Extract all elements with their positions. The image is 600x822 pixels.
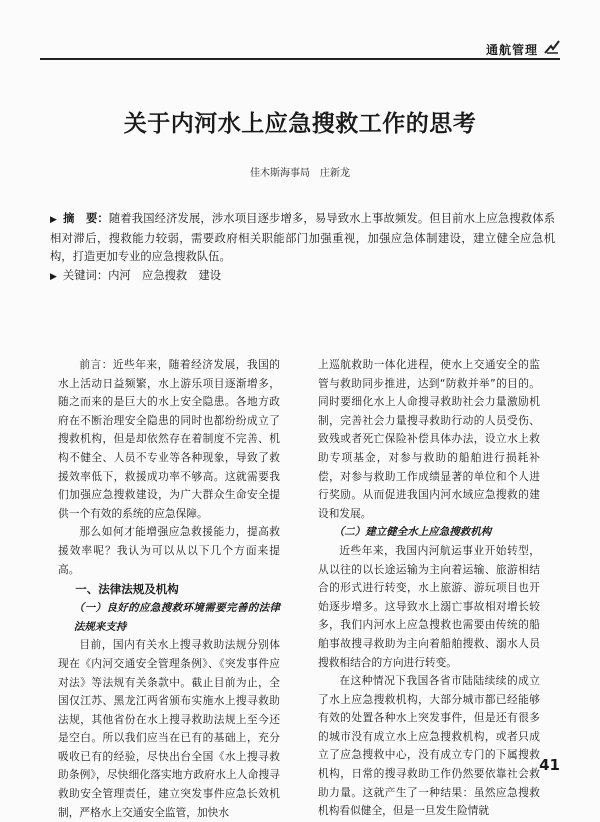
keywords-text: 内河 应急搜救 建设 (108, 268, 222, 282)
paragraph: 在这种情况下我国各省市陆陆续续的成立了水上应急搜救机构，大部分城市都已经能够有效的处置各种水上突发事件，但是还有很多的城市没有成立水上应急搜救机构，或者只成立了应急搜救中心，没有成立专门的下属搜救机构，日常的搜寻救助工作仍然要依靠社会救助力量。这就产生了一种结果：虽然应急搜救机构看似健全，但是一旦发生险情就 (318, 674, 540, 818)
section-label (486, 40, 560, 58)
bird-logo-icon (544, 40, 560, 58)
right-column (318, 356, 540, 821)
subsection-heading: （二）建立健全水上应急搜救机构 (333, 526, 492, 539)
abstract-text: 随着我国经济发展，涉水项目逐步增多，易导致水上事故频发。但目前水上应急搜救体系相对滞后，搜救能力较弱，需要政府相关职能部门加强重视，加强应急体制建设，建立健全应急机构，打造更加专业的应急搜救队伍。 (50, 212, 555, 263)
paragraph: 前言：近些年来，随着经济发展，我国的水上活动日益频繁，水上游乐项目逐渐增多，随之而来的是巨大的水上安全隐患。各地方政府在不断治理安全隐患的同时也都纷纷成立了搜救机构，但是却依然存在着制度不完善、机构不健全、人员不专业等各种现象，导致了救援效率低下，救援成功率不够高。这就需要我们加强应急搜救建设，为广大群众生命安全提供一个有效的系统的应急保障。 (58, 358, 280, 520)
paragraph: 近些年来，我国内河航运事业开始转型，从以往的以长途运输为主向着运输、旅游相结合的形式进行转变，水上旅游、游玩项目也开始逐步增多。这导致水上溺亡事故相对增长较多，我们内河水上应急搜救也需要由传统的船舶事故搜寻救助为主向着船舶搜救、溺水人员搜救相结合的方向进行转变。 (318, 543, 540, 669)
subsection-heading: （一）良好的应急搜救环境需要完善的法律法规来支持 (73, 602, 280, 633)
section-heading: 一、法律法规及机构 (75, 582, 179, 597)
paragraph: 目前，国内有关水上搜寻救助法规分别体现在《内河交通安全管理条例》、《突发事件应对法》等法规有关条款中。截止目前为止，全国仅江苏、黑龙江两省颁布实施水上搜寻救助法规，其他省份在水上搜寻救助法规上至今还是空白。所以我们应当在已有的基础上，充分吸收已有的经验，尽快出台全国《水上搜寻救助条例》，尽快细化落实地方政府水上人命搜寻救助安全管理责任，建立突发事件应急长效机制，严格水上交通安全监管，加快水 (58, 638, 280, 819)
header-rule (40, 58, 560, 60)
abstract-block (50, 210, 555, 286)
paragraph: 上巡航救助一体化进程，使水上交通安全的监管与救助同步推进，达到“防救并举”的目的。同时要细化水上人命搜寻救助社会力量激励机制，完善社会力量搜寻救助行动的人员受伤、致残或者死亡保险补偿具体办法，设立水上救助专项基金，对参与救助的船舶进行损耗补偿，对参与救助工作成绩显著的单位和个人进行奖励。从而促进我国内河水域应急搜救的建设和发展。 (318, 358, 540, 520)
abstract-label: 摘 要： (63, 212, 109, 225)
keywords-label: 关键词： (62, 268, 109, 282)
section-label-text: 通航管理 (485, 42, 538, 57)
paragraph: 那么如何才能增强应急救援能力，提高救援效率呢？我认为可以从以下几个方面来提高。 (58, 525, 280, 576)
page-number: 41 (539, 756, 560, 774)
left-column (58, 356, 280, 822)
keywords-marker-icon: ▶ (50, 271, 57, 282)
author-line: 佳木斯海事局 庄新龙 (250, 168, 350, 179)
article-title: 关于内河水上应急搜救工作的思考 (123, 111, 477, 137)
abstract-marker-icon: ▶ (50, 215, 58, 225)
abstract-paragraph (50, 210, 555, 267)
keywords-paragraph (50, 267, 555, 287)
